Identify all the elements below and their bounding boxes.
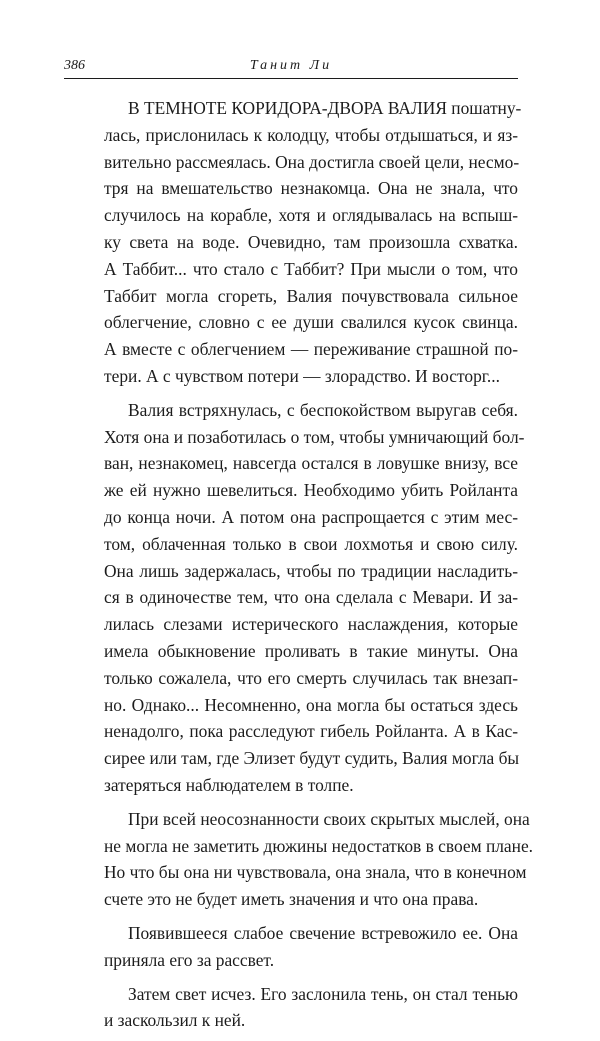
paragraph <box>80 920 518 974</box>
text-line: и заскользил к ней. <box>104 1010 246 1031</box>
text-line: А Таббит... что стало с Таббит? При мысли о том, что <box>104 258 518 279</box>
text-line: облегчение, словно с ее души свалился кусок свинца. <box>104 312 518 333</box>
body-text <box>80 95 534 1041</box>
text-line: Хотя она и позаботилась о том, чтобы умничающий бол- <box>104 426 525 447</box>
text-line: лась, прислонилась к колодцу, чтобы отдышаться, и яз- <box>104 124 518 145</box>
text-line: же ей нужно шевелиться. Необходимо убить Ройланта <box>104 480 518 501</box>
text-line: тря на вмешательство незнакомца. Она не знала, что <box>104 178 518 199</box>
running-title: Танит Ли <box>249 58 333 73</box>
text-line: Затем свет исчез. Его заслонила тень, он стал тенью <box>128 983 518 1004</box>
page-header <box>64 56 518 78</box>
paragraph <box>80 397 525 799</box>
text-line: приняла его за рассвет. <box>104 949 275 970</box>
text-line: вительно рассмеялась. Она достигла своей цели, несмо- <box>104 151 520 172</box>
text-line: Она лишь задержалась, чтобы по традиции насладить- <box>104 560 518 581</box>
text-line: затеряться наблюдателем в толпе. <box>104 774 354 795</box>
text-line: том, облаченная только в свои лохмотья и свою силу. <box>104 533 518 554</box>
text-line: А вместе с облегчением — переживание страшной по- <box>104 339 518 360</box>
text-line: но. Однако... Несомненно, она могла бы остаться здесь <box>104 694 518 715</box>
paragraph <box>80 95 522 390</box>
text-line: лилась слезами истерического наслаждения, которые <box>104 614 518 635</box>
text-line: При всей неосознанности своих скрытых мыслей, она <box>128 808 530 829</box>
paragraph <box>80 981 518 1035</box>
header-rule <box>64 78 518 79</box>
text-line: ненадолго, пока расследуют гибель Ройланта. А в Кас- <box>104 721 518 742</box>
text-line: Но что бы она ни чувствовала, она знала, что в конечном <box>104 862 527 883</box>
text-line: только сожалела, что его смерть случилась так внезап- <box>104 667 518 688</box>
text-line: ся в одиночестве тем, что она сделала с Мевари. И за- <box>104 587 518 608</box>
text-line: имела обыкновение проливать в такие минуты. Она <box>104 640 518 661</box>
text-line: ван, незнакомец, навсегда остался в ловушке внизу, все <box>104 453 518 474</box>
page-number: 386 <box>64 58 85 73</box>
text-line: случилось на корабле, хотя и оглядывалась на вспыш- <box>104 205 518 226</box>
text-line: тери. А с чувством потери — злорадство. И восторг... <box>104 365 500 386</box>
text-line: ку света на воде. Очевидно, там произошла схватка. <box>104 231 518 252</box>
text-line: Таббит могла сгореть, Валия почувствовала сильное <box>104 285 518 306</box>
text-line: Появившееся слабое свечение встревожило ее. Она <box>128 922 518 943</box>
text-line: не могла не заметить дюжины недостатков в своем плане. <box>104 835 534 856</box>
text-line: до конца ночи. А потом она распрощается с этим мес- <box>104 506 518 527</box>
text-line: счете это не будет иметь значения и что она права. <box>104 889 479 910</box>
text-line: В ТЕМНОТЕ КОРИДОРА-ДВОРА ВАЛИЯ пошатну- <box>128 98 522 118</box>
text-line: сирее или там, где Элизет будут судить, Валия могла бы <box>104 748 520 769</box>
paragraph <box>80 806 534 913</box>
text-line: Валия встряхнулась, с беспокойством выругав себя. <box>128 399 518 420</box>
